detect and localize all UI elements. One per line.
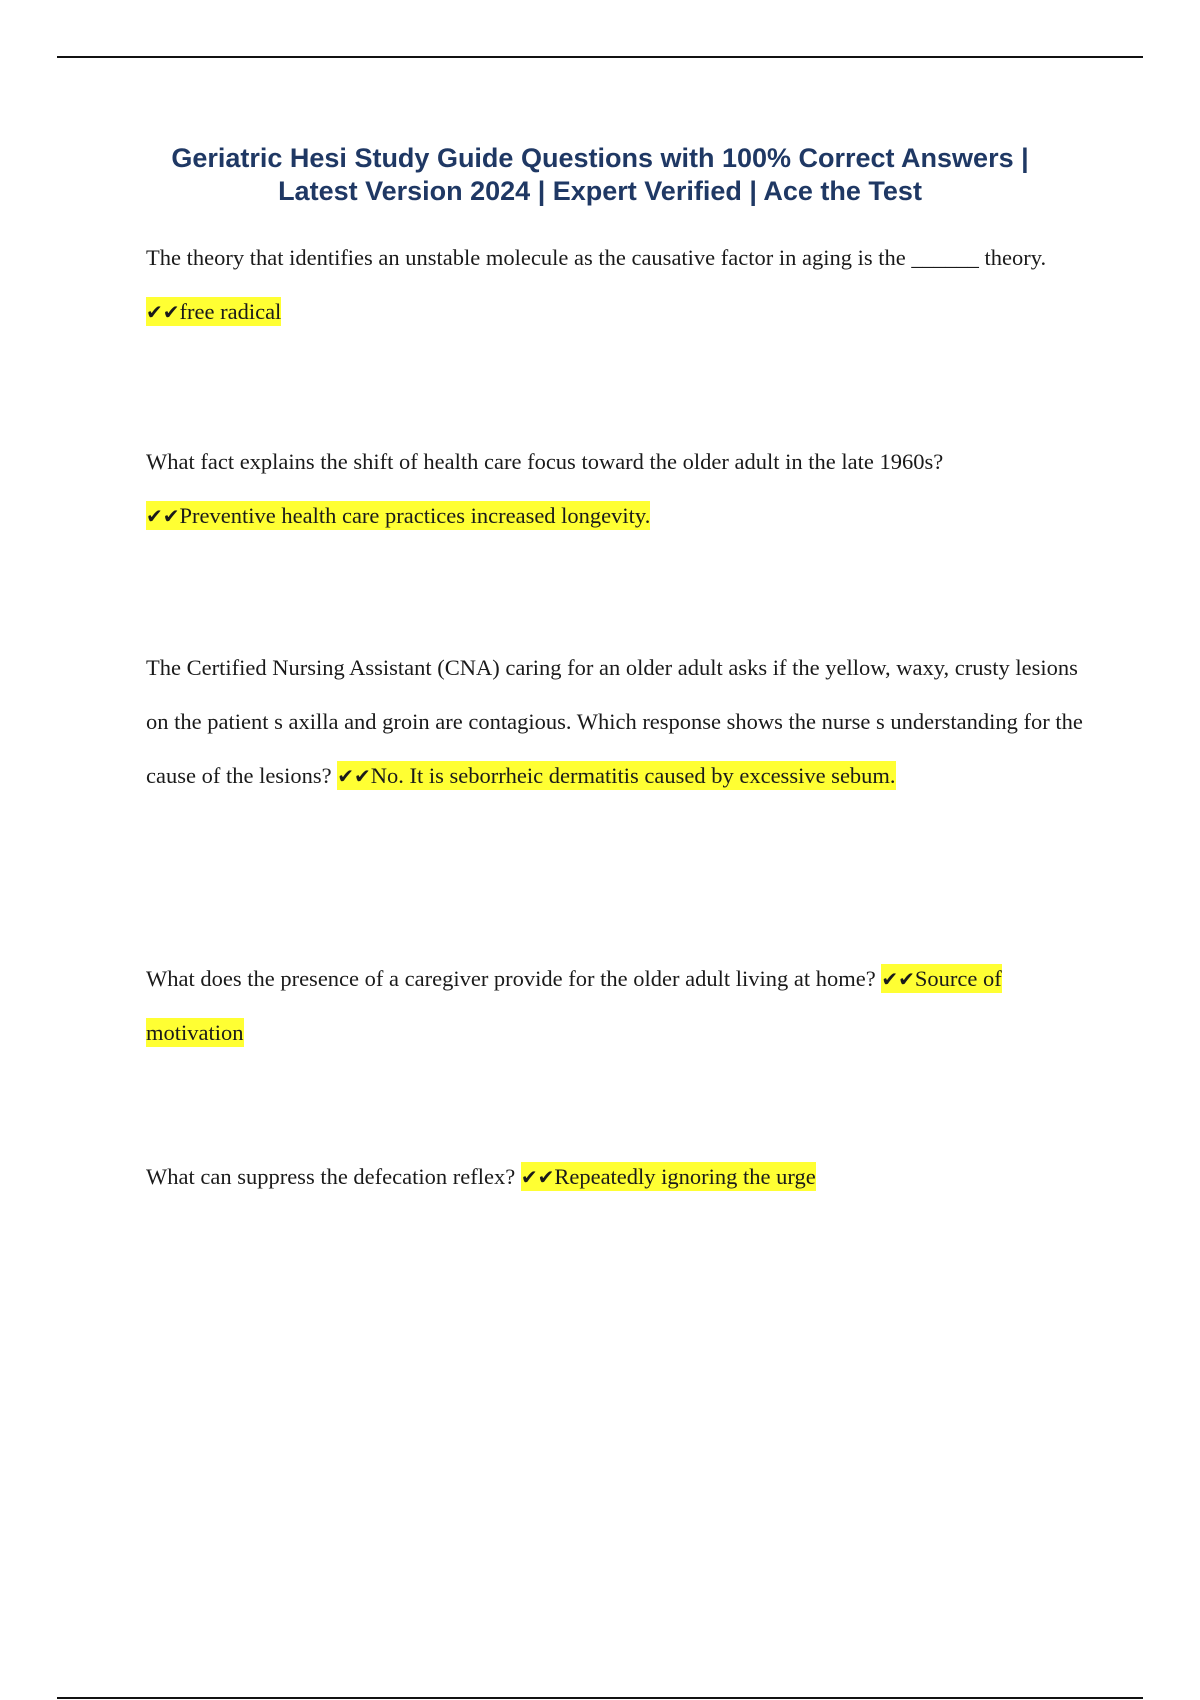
question-text: What can suppress the defecation reflex? bbox=[146, 1164, 516, 1189]
qa-item bbox=[146, 231, 1086, 339]
question-text: What does the presence of a caregiver provide for the older adult living at home? bbox=[146, 966, 876, 991]
qa-item bbox=[146, 641, 1086, 803]
answer-highlight bbox=[146, 297, 281, 326]
checkmark-icon: ✔✔ bbox=[337, 764, 371, 788]
checkmark-icon: ✔✔ bbox=[881, 967, 915, 991]
answer-highlight bbox=[146, 501, 650, 530]
qa-item bbox=[146, 952, 1086, 1060]
qa-item bbox=[146, 435, 1086, 543]
answer-text: Source of motivation bbox=[146, 966, 1002, 1045]
answer-text: free radical bbox=[179, 299, 282, 324]
answer-text: Preventive health care practices increased longevity. bbox=[179, 503, 651, 528]
document-title bbox=[100, 142, 1100, 208]
qa-item bbox=[146, 1150, 1086, 1204]
question-text: What fact explains the shift of health care focus toward the older adult in the late 1960s? bbox=[146, 449, 944, 474]
answer-text: No. It is seborrheic dermatitis caused by excessive sebum. bbox=[370, 763, 896, 788]
header-rule bbox=[57, 56, 1143, 58]
title-line-2: Latest Version 2024 | Expert Verified | Ace the Test bbox=[278, 176, 922, 206]
answer-highlight bbox=[521, 1162, 816, 1191]
answer-highlight bbox=[337, 761, 895, 790]
checkmark-icon: ✔✔ bbox=[146, 504, 180, 528]
question-text: The Certified Nursing Assistant (CNA) caring for an older adult asks if the yellow, waxy, crusty lesions on the patient s axilla and groin are contagious. Which response shows the nurse s understanding for the cause of the lesions? bbox=[146, 655, 1083, 788]
title-line-1: Geriatric Hesi Study Guide Questions with 100% Correct Answers | bbox=[171, 143, 1029, 173]
question-text: The theory that identifies an unstable molecule as the causative factor in aging is the ______ theory. bbox=[146, 245, 1047, 270]
checkmark-icon: ✔✔ bbox=[146, 300, 180, 324]
answer-text: Repeatedly ignoring the urge bbox=[554, 1164, 816, 1189]
checkmark-icon: ✔✔ bbox=[520, 1165, 555, 1189]
footer-rule bbox=[57, 1697, 1143, 1699]
